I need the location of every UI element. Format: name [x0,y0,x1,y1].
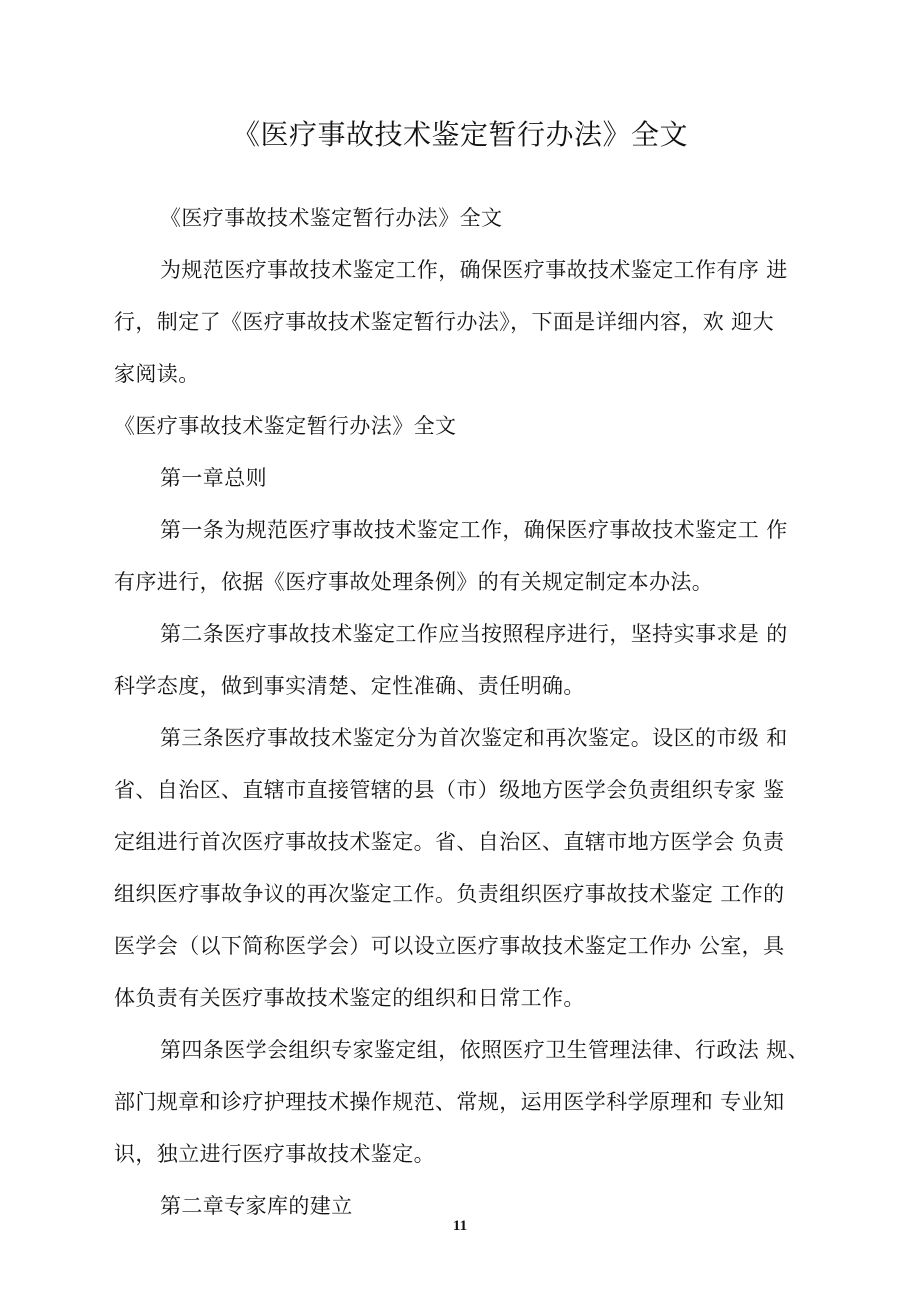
body-line: 识，独立进行医疗事故技术鉴定。 [114,1142,435,1166]
document-title: 《医疗事故技术鉴定暂行办法》全文 [231,118,688,151]
body-line: 《医疗事故技术鉴定暂行办法》全文 [114,414,457,438]
body-line: 第一章总则 [160,466,267,490]
body-line: 为规范医疗事故技术鉴定工作，确保医疗事故技术鉴定工作有序 进 [160,258,788,282]
body-line: 《医疗事故技术鉴定暂行办法》全文 [160,206,503,230]
body-line: 组织医疗事故争议的再次鉴定工作。负责组织医疗事故技术鉴定 工作的 [114,882,785,906]
body-line: 医学会（以下简称医学会）可以设立医疗事故技术鉴定工作办 公室，具 [114,934,785,958]
body-line: 有序进行，依据《医疗事故处理条例》的有关规定制定本办法。 [114,570,714,594]
document-body [114,192,808,1232]
body-line: 第三条医疗事故技术鉴定分为首次鉴定和再次鉴定。设区的市级 和 [160,726,788,750]
body-line: 体负责有关医疗事故技术鉴定的组织和日常工作。 [114,986,585,1010]
body-line: 定组进行首次医疗事故技术鉴定。省、自治区、直辖市地方医学会 负责 [114,830,785,854]
body-line: 第一条为规范医疗事故技术鉴定工作，确保医疗事故技术鉴定工 作 [160,518,788,542]
body-line: 家阅读。 [114,362,200,386]
body-line: 行，制定了《医疗事故技术鉴定暂行办法》，下面是详细内容，欢 迎大 [114,310,774,334]
body-line: 第二条医疗事故技术鉴定工作应当按照程序进行，坚持实事求是 的 [160,622,788,646]
body-line: 部门规章和诊疗护理技术操作规范、常规，运用医学科学原理和 专业知 [114,1090,785,1114]
body-line: 省、自治区、直辖市直接管辖的县（市）级地方医学会负责组织专家 鉴 [114,778,785,802]
body-line: 第四条医学会组织专家鉴定组，依照医疗卫生管理法律、行政法 规、 [160,1038,810,1062]
page-number: 11 [452,1218,468,1234]
body-line: 科学态度，做到事实清楚、定性准确、责任明确。 [114,674,585,698]
body-line: 第二章专家库的建立 [160,1194,353,1218]
